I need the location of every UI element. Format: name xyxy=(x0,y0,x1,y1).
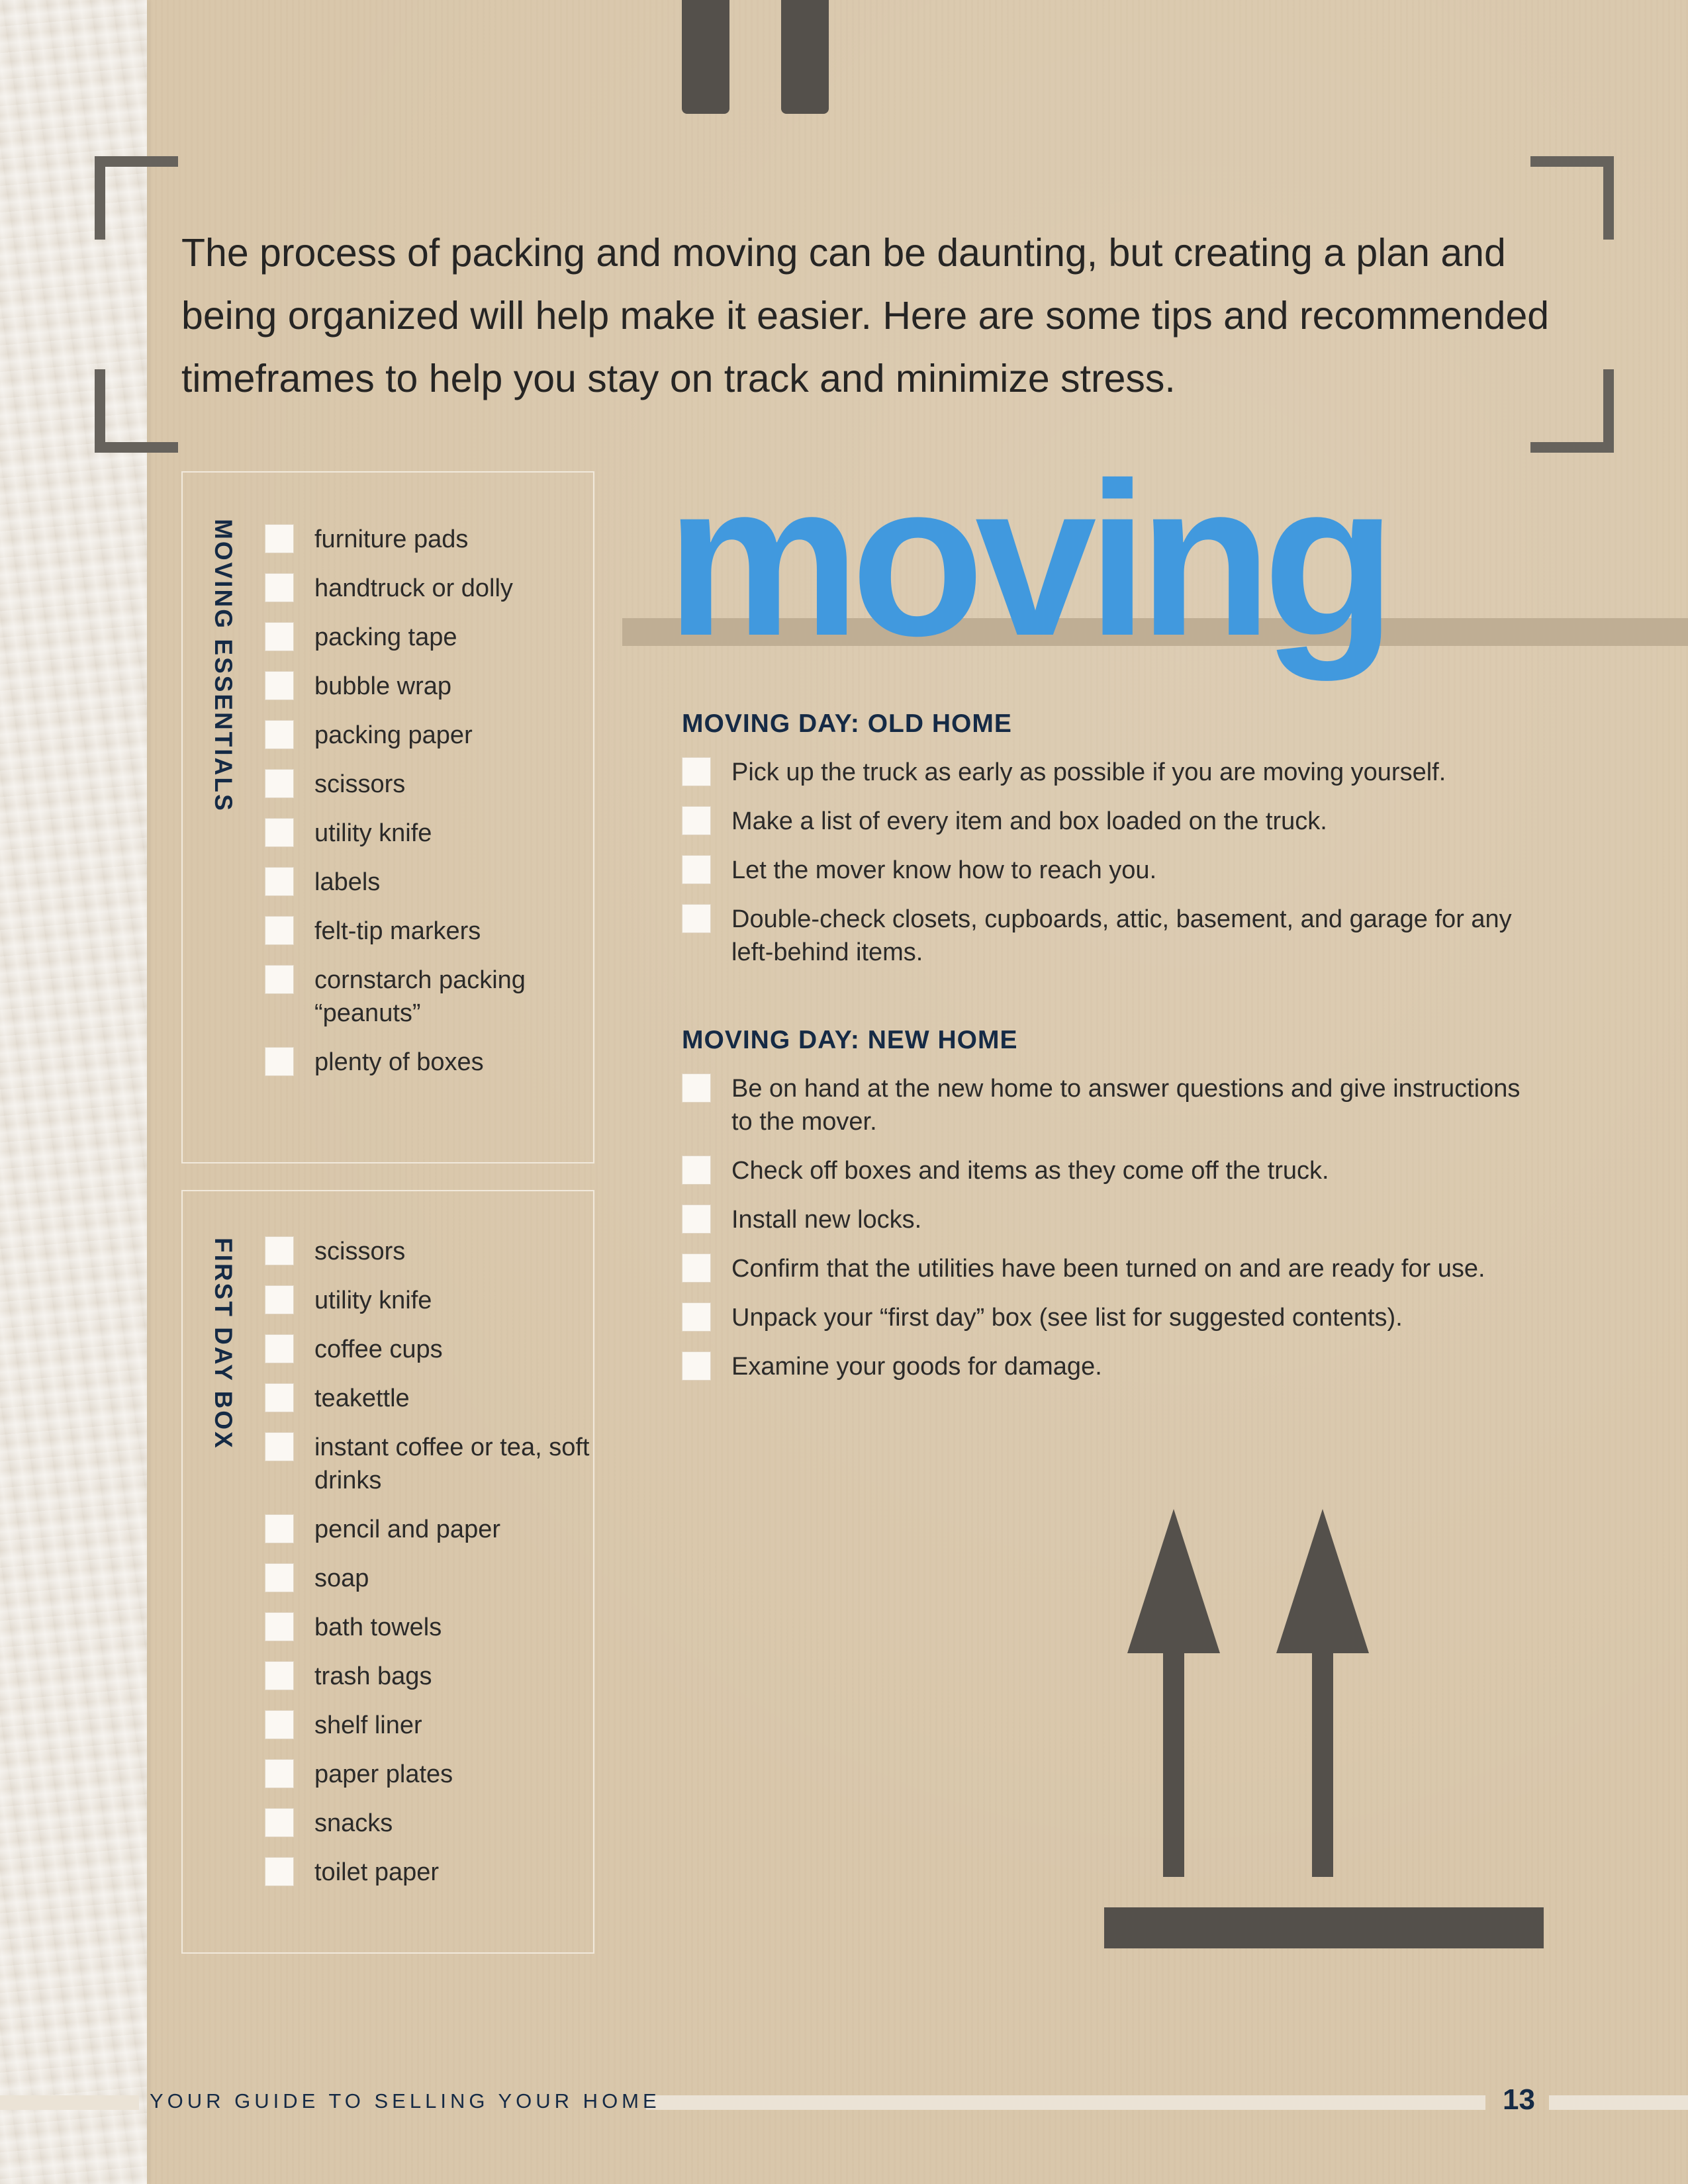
first-day-box-item-label: coffee cups xyxy=(314,1336,443,1363)
checkbox[interactable] xyxy=(682,1205,711,1234)
old-home-item-label: Let the mover know how to reach you. xyxy=(731,856,1157,884)
first-day-box-item-label: utility knife xyxy=(314,1287,432,1314)
checkbox[interactable] xyxy=(265,1047,294,1076)
first-day-box-item-label: toilet paper xyxy=(314,1858,440,1886)
new-home-item xyxy=(682,1154,1542,1187)
checkbox[interactable] xyxy=(265,1563,294,1592)
first-day-box-item-label: shelf liner xyxy=(314,1711,422,1739)
moving-essentials-item xyxy=(265,768,599,801)
footer-band-left xyxy=(0,2095,139,2110)
first-day-box-heading: FIRST DAY BOX xyxy=(210,1238,237,1450)
moving-essentials-item xyxy=(265,817,599,850)
moving-essentials-item xyxy=(265,866,599,899)
moving-essentials-list xyxy=(265,523,599,1095)
first-day-box-item xyxy=(265,1611,599,1644)
moving-essentials-item xyxy=(265,719,599,752)
footer-guide-title: YOUR GUIDE TO SELLING YOUR HOME xyxy=(150,2089,661,2113)
new-home-item-label: Install new locks. xyxy=(731,1206,922,1234)
page-title: moving xyxy=(666,437,1387,681)
moving-essentials-item xyxy=(265,670,599,703)
checkbox[interactable] xyxy=(265,818,294,847)
old-home-heading: MOVING DAY: OLD HOME xyxy=(682,709,1012,738)
new-home-item xyxy=(682,1072,1542,1138)
checkbox[interactable] xyxy=(265,720,294,749)
first-day-box-item xyxy=(265,1284,599,1317)
checkbox[interactable] xyxy=(265,1285,294,1314)
new-home-item-label: Unpack your “first day” box (see list for suggested contents). xyxy=(731,1304,1403,1332)
moving-essentials-item-label: furniture pads xyxy=(314,525,469,553)
old-home-checklist xyxy=(682,756,1542,969)
checkbox[interactable] xyxy=(682,1073,711,1103)
moving-essentials-item xyxy=(265,964,599,1030)
old-home-item xyxy=(682,854,1542,887)
checkbox[interactable] xyxy=(682,904,711,933)
checkbox[interactable] xyxy=(265,1661,294,1690)
new-home-item xyxy=(682,1350,1542,1383)
checkbox[interactable] xyxy=(265,1612,294,1641)
new-home-item-label: Confirm that the utilities have been turned on and are ready for use. xyxy=(731,1255,1485,1283)
frame-corner-bottom-left xyxy=(95,369,178,453)
new-home-section xyxy=(682,1026,1542,1399)
old-home-item xyxy=(682,805,1542,838)
first-day-box-item xyxy=(265,1431,599,1497)
moving-essentials-item-label: packing tape xyxy=(314,623,457,651)
checkbox[interactable] xyxy=(265,1710,294,1739)
checkbox[interactable] xyxy=(265,1334,294,1363)
moving-essentials-item xyxy=(265,621,599,654)
first-day-box-item-label: pencil and paper xyxy=(314,1516,500,1543)
old-home-item xyxy=(682,903,1542,969)
first-day-box-item xyxy=(265,1562,599,1595)
checkbox[interactable] xyxy=(265,622,294,651)
checkbox[interactable] xyxy=(265,573,294,602)
first-day-box-item xyxy=(265,1382,599,1415)
checkbox[interactable] xyxy=(265,1808,294,1837)
new-home-item-label: Check off boxes and items as they come off the truck. xyxy=(731,1157,1329,1185)
first-day-box-item xyxy=(265,1709,599,1742)
moving-essentials-item xyxy=(265,915,599,948)
checkbox[interactable] xyxy=(682,1302,711,1332)
checkbox[interactable] xyxy=(265,1432,294,1461)
footer-band-middle xyxy=(646,2095,1485,2110)
checkbox[interactable] xyxy=(265,1857,294,1886)
new-home-item-label: Examine your goods for damage. xyxy=(731,1353,1102,1381)
packing-tape-strip xyxy=(0,0,147,2184)
first-day-box-item xyxy=(265,1660,599,1693)
first-day-box-item-label: teakettle xyxy=(314,1385,410,1412)
first-day-box-item xyxy=(265,1856,599,1889)
first-day-box-item-label: snacks xyxy=(314,1809,393,1837)
first-day-box-item-label: scissors xyxy=(314,1238,406,1265)
moving-essentials-item-label: bubble wrap xyxy=(314,672,452,700)
checkbox[interactable] xyxy=(265,524,294,553)
checkbox[interactable] xyxy=(265,867,294,896)
checkbox[interactable] xyxy=(265,965,294,994)
moving-essentials-panel xyxy=(181,471,594,1163)
first-day-box-item xyxy=(265,1807,599,1840)
this-side-up-arrows-icon xyxy=(1099,1509,1562,1972)
first-day-box-item xyxy=(265,1333,599,1366)
moving-essentials-item-label: labels xyxy=(314,868,381,896)
first-day-box-panel xyxy=(181,1190,594,1954)
first-day-box-item-label: bath towels xyxy=(314,1614,442,1641)
checkbox[interactable] xyxy=(265,1383,294,1412)
moving-essentials-item-label: handtruck or dolly xyxy=(314,574,513,602)
frame-corner-top-left xyxy=(95,156,178,240)
checkbox[interactable] xyxy=(682,855,711,884)
moving-essentials-item-label: utility knife xyxy=(314,819,432,847)
new-home-item xyxy=(682,1203,1542,1236)
first-day-box-item xyxy=(265,1513,599,1546)
moving-essentials-item-label: scissors xyxy=(314,770,406,798)
checkbox[interactable] xyxy=(265,1514,294,1543)
new-home-checklist xyxy=(682,1072,1542,1383)
checkbox[interactable] xyxy=(682,757,711,786)
moving-essentials-item xyxy=(265,572,599,605)
checkbox[interactable] xyxy=(265,671,294,700)
checkbox[interactable] xyxy=(265,769,294,798)
moving-essentials-item xyxy=(265,523,599,556)
first-day-box-item xyxy=(265,1235,599,1268)
checkbox[interactable] xyxy=(682,1253,711,1283)
new-home-item-label: Be on hand at the new home to answer questions and give instructions to the mover. xyxy=(731,1075,1521,1136)
intro-paragraph: The process of packing and moving can be daunting, but creating a plan and being organized will help make it easier. Here are some tips and recommended timeframes to help you stay on track and minimize stress. xyxy=(181,231,1550,400)
first-day-box-item-label: soap xyxy=(314,1565,369,1592)
moving-essentials-item-label: cornstarch packing “peanuts” xyxy=(314,966,526,1027)
page-number: 13 xyxy=(1503,2083,1535,2116)
checkbox[interactable] xyxy=(265,1759,294,1788)
checkbox[interactable] xyxy=(682,1156,711,1185)
old-home-section xyxy=(682,709,1542,985)
first-day-box-list xyxy=(265,1235,599,1905)
moving-essentials-item xyxy=(265,1046,599,1079)
checkbox[interactable] xyxy=(265,1236,294,1265)
old-home-item xyxy=(682,756,1542,789)
new-home-heading: MOVING DAY: NEW HOME xyxy=(682,1026,1018,1054)
checkbox[interactable] xyxy=(265,916,294,945)
top-stamp-mark-right xyxy=(781,0,829,114)
first-day-box-item xyxy=(265,1758,599,1791)
old-home-item-label: Make a list of every item and box loaded on the truck. xyxy=(731,807,1327,835)
old-home-item-label: Double-check closets, cupboards, attic, basement, and garage for any left-behind items. xyxy=(731,905,1512,966)
old-home-item-label: Pick up the truck as early as possible if you are moving yourself. xyxy=(731,758,1446,786)
new-home-item xyxy=(682,1301,1542,1334)
moving-essentials-item-label: felt-tip markers xyxy=(314,917,481,945)
first-day-box-item-label: instant coffee or tea, soft drinks xyxy=(314,1433,590,1494)
checkbox[interactable] xyxy=(682,806,711,835)
moving-essentials-heading: MOVING ESSENTIALS xyxy=(210,519,237,813)
moving-essentials-item-label: plenty of boxes xyxy=(314,1048,484,1076)
checkbox[interactable] xyxy=(682,1351,711,1381)
first-day-box-item-label: paper plates xyxy=(314,1760,453,1788)
new-home-item xyxy=(682,1252,1542,1285)
top-stamp-mark-left xyxy=(682,0,729,114)
first-day-box-item-label: trash bags xyxy=(314,1662,432,1690)
footer-band-right xyxy=(1549,2095,1688,2110)
moving-essentials-item-label: packing paper xyxy=(314,721,473,749)
